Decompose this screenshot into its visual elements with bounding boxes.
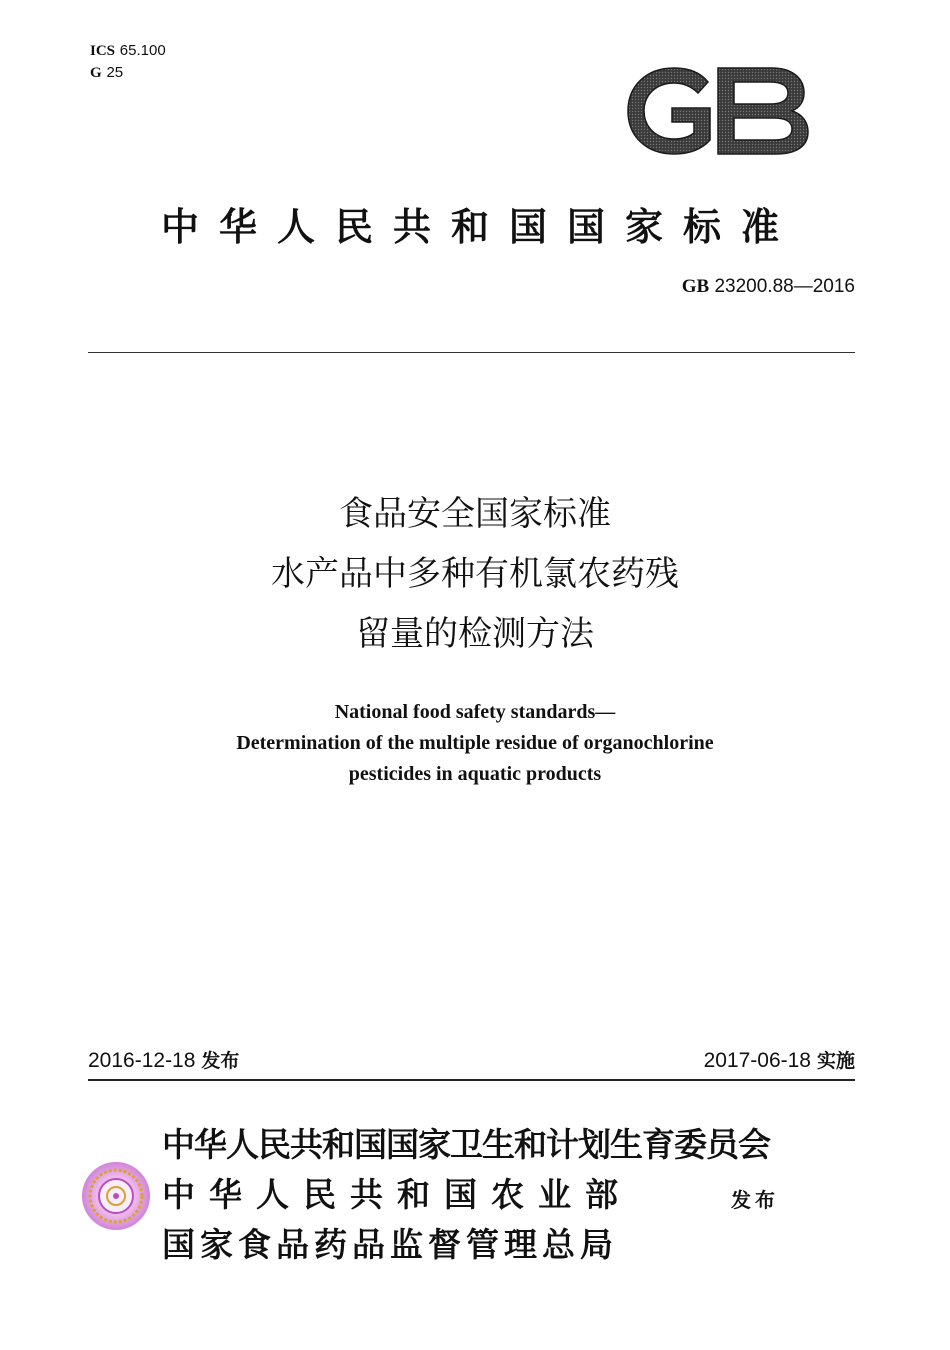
ics-code [90, 40, 166, 62]
gb-logo-icon [622, 62, 812, 160]
english-title-line-2: Determination of the multiple residue of organochlorine [236, 732, 714, 754]
header-divider [88, 352, 855, 353]
standard-code: 23200.88—2016 [714, 276, 855, 297]
ccs-label: G [90, 65, 102, 81]
standard-prefix: GB [681, 276, 710, 297]
chinese-title-line-2: 水产品中多种有机氯农药残 [271, 554, 679, 594]
issue-date-value: 2016-12-18 [88, 1049, 196, 1072]
chinese-title-line-3: 留量的检测方法 [356, 614, 594, 654]
standard-number [682, 276, 855, 298]
issuer-health-commission: 中华人民共和国国家卫生和计划生育委员会 [162, 1125, 770, 1164]
issuer-ministry-of-agriculture: 中华人民共和国农业部 [162, 1175, 632, 1214]
standard-heading: 中华人民共和国国家标准 [160, 205, 799, 249]
implementation-date [704, 1046, 855, 1073]
ccs-value: 25 [106, 64, 124, 81]
english-title [0, 697, 950, 790]
implementation-date-label: 实施 [816, 1050, 855, 1072]
english-title-line-3: pesticides in aquatic products [348, 763, 602, 785]
ics-label: ICS [90, 43, 116, 59]
english-title-line-1: National food safety standards— [334, 701, 616, 723]
issue-date [88, 1046, 239, 1073]
ics-value: 65.100 [119, 42, 166, 59]
footer-divider [88, 1079, 855, 1081]
implementation-date-value: 2017-06-18 [703, 1049, 811, 1072]
ccs-code [90, 62, 166, 84]
chinese-title [0, 484, 950, 664]
chinese-title-line-1: 食品安全国家标准 [339, 494, 611, 534]
publish-label: 发布 [731, 1188, 779, 1212]
issue-date-label: 发布 [201, 1050, 240, 1072]
official-seal-icon [80, 1160, 152, 1232]
issuer-food-drug-administration: 国家食品药品监督管理总局 [162, 1225, 618, 1264]
classification-codes [90, 40, 166, 84]
issuing-authorities [162, 1120, 770, 1270]
